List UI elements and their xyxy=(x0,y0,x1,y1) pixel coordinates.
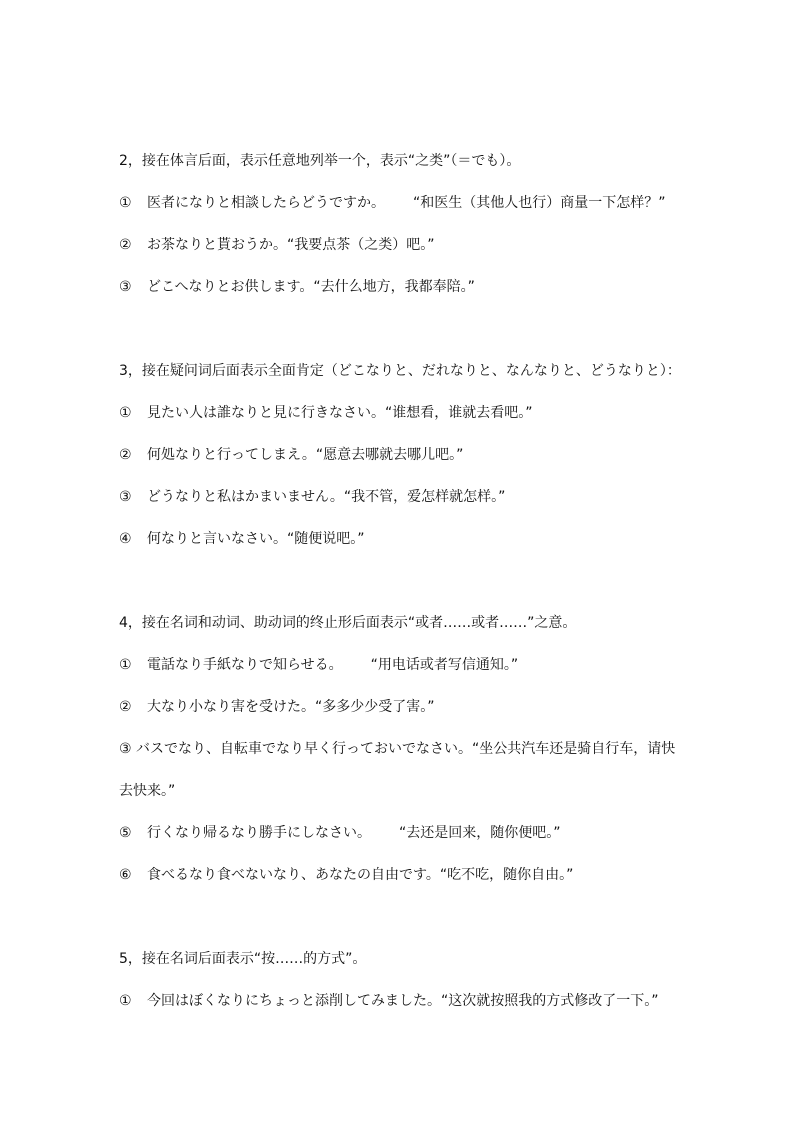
japanese-sentence: お茶なりと貰おうか。 xyxy=(147,237,287,253)
example-item xyxy=(119,865,573,885)
japanese-sentence: どこへなりとお供します。 xyxy=(147,279,314,295)
section-2-heading: 2，接在体言后面，表示任意地列举一个，表示“之类”（＝でも）。 xyxy=(119,153,521,169)
example-item xyxy=(119,697,435,717)
chinese-translation: “随便说吧。” xyxy=(287,531,365,547)
chinese-translation: “愿意去哪就去哪儿吧。” xyxy=(315,447,464,463)
item-number: ③ xyxy=(119,741,132,757)
chinese-translation: “去什么地方，我都奉陪。” xyxy=(313,279,475,295)
item-number: ① xyxy=(119,657,132,673)
chinese-translation: “坐公共汽车还是骑自行车，请快 xyxy=(472,741,676,757)
section-3-heading: 3，接在疑问词后面表示全面肯定（どこなりと、だれなりと、なんなりと、どうなりと）： xyxy=(119,363,681,379)
section-5-heading: 5，接在名词后面表示“按……的方式”。 xyxy=(119,951,367,967)
item-number: ④ xyxy=(119,531,132,547)
example-item xyxy=(119,823,561,843)
item-number: ② xyxy=(119,699,132,715)
japanese-sentence: 食べるなり食べないなり、あなたの自由です。 xyxy=(147,867,440,883)
item-number: ② xyxy=(119,237,132,253)
item-number: ② xyxy=(119,447,132,463)
example-item xyxy=(119,277,475,297)
chinese-translation: “谁想看，谁就去看吧。” xyxy=(385,405,533,421)
chinese-translation: “多多少少受了害。” xyxy=(315,699,435,715)
japanese-sentence: 医者になりと相談したらどうですか。 xyxy=(147,195,385,211)
japanese-sentence: 見たい人は誰なりと見に行きなさい。 xyxy=(147,405,385,421)
item-number: ⑥ xyxy=(119,867,132,883)
chinese-translation-continuation: 去快来。” xyxy=(119,783,176,799)
chinese-translation: “我要点茶（之类）吧。” xyxy=(287,237,435,253)
item-number: ⑤ xyxy=(119,825,132,841)
section-4-heading: 4，接在名词和动词、助动词的终止形后面表示“或者……或者……”之意。 xyxy=(119,615,577,631)
item-number: ③ xyxy=(119,489,132,505)
japanese-sentence: 電話なり手紙なりで知らせる。 xyxy=(147,657,343,673)
example-item xyxy=(119,235,435,255)
chinese-translation: “这次就按照我的方式修改了一下。” xyxy=(441,993,659,1009)
japanese-sentence: 大なり小なり害を受けた。 xyxy=(147,699,315,715)
example-item xyxy=(119,991,659,1011)
chinese-translation: “用电话或者写信通知。” xyxy=(370,657,519,673)
example-item xyxy=(119,193,666,213)
example-item xyxy=(119,445,463,465)
japanese-sentence: 行くなり帰るなり勝手にしなさい。 xyxy=(147,825,371,841)
chinese-translation: “吃不吃，随你自由。” xyxy=(439,867,574,883)
example-item xyxy=(119,655,518,675)
item-number: ① xyxy=(119,405,132,421)
example-item xyxy=(119,529,365,549)
chinese-translation: “和医生（其他人也行）商量一下怎样？” xyxy=(413,195,666,211)
item-number: ① xyxy=(119,993,132,1009)
japanese-sentence: 今回はぼくなりにちょっと添削してみました。 xyxy=(147,993,441,1009)
chinese-translation: “去还是回来，随你便吧。” xyxy=(399,825,561,841)
japanese-sentence: 何処なりと行ってしまえ。 xyxy=(147,447,316,463)
japanese-sentence: どうなりと私はかまいません。 xyxy=(147,489,344,505)
example-item xyxy=(119,739,675,759)
item-number: ① xyxy=(119,195,132,211)
item-number: ③ xyxy=(119,279,132,295)
example-item xyxy=(119,487,505,507)
japanese-sentence: バスでなり、自転車でなり早く行っておいでなさい。 xyxy=(136,741,473,757)
chinese-translation: “我不管，爱怎样就怎样。” xyxy=(343,489,506,505)
japanese-sentence: 何なりと言いなさい。 xyxy=(147,531,287,547)
example-item xyxy=(119,403,533,423)
